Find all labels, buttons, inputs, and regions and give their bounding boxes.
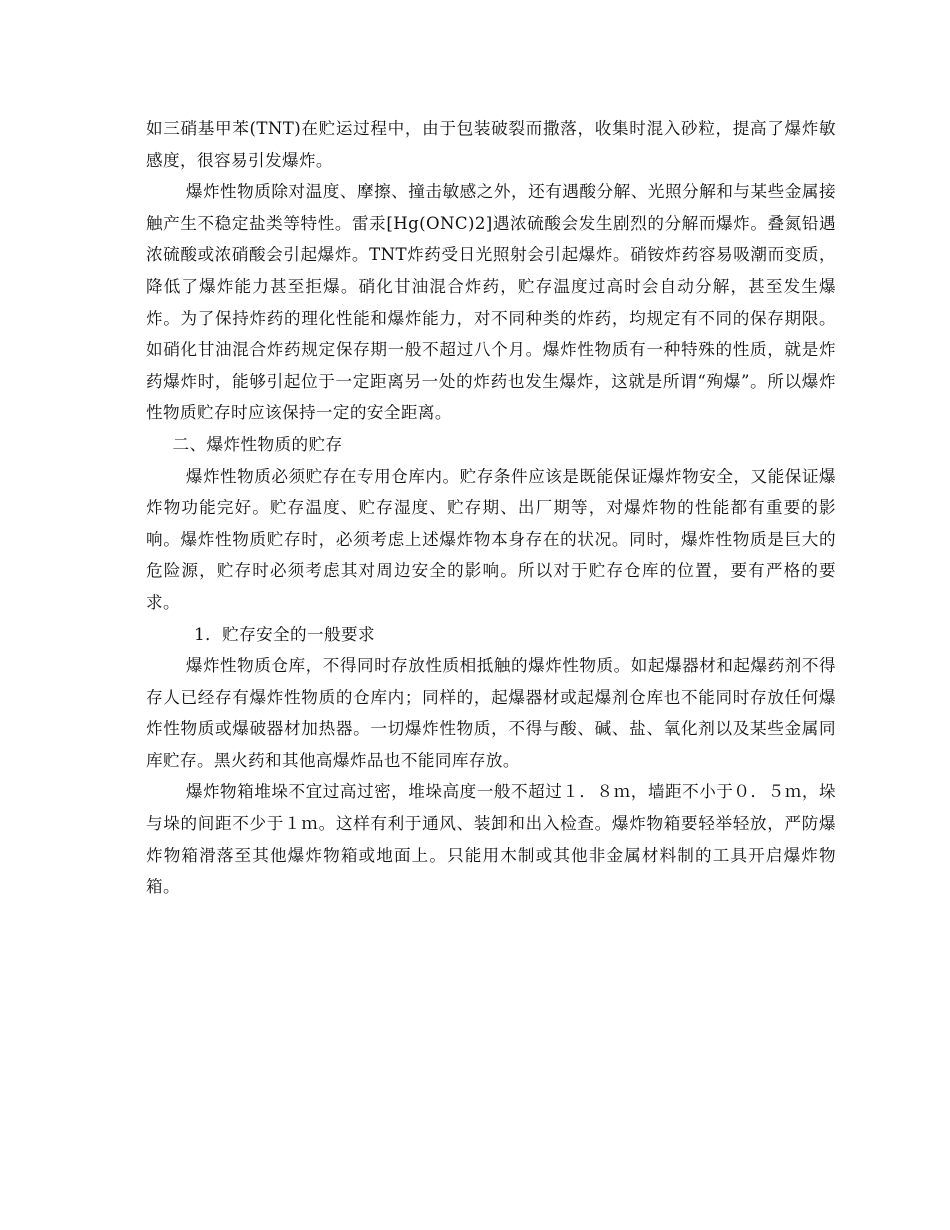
paragraph-stacking-rules: 爆炸物箱堆垛不宜过高过密，堆垛高度一般不超过１．８ｍ，墙距不小于０．５ｍ，垛与垛的间距不少于１ｍ。这样有利于通风、装卸和出入检查。爆炸物箱要轻举轻放，严防爆炸物箱滑落至其他爆炸物箱或地面上。只能用木制或其他非金属材料制的工具开启爆炸物箱。 — [146, 782, 836, 897]
paragraph-tnt-continuation: 如三硝基甲苯(TNT)在贮运过程中，由于包装破裂而撒落，收集时混入砂粒，提高了爆炸敏感度，很容易引发爆炸。 — [146, 119, 836, 170]
paragraph-warehouse-rules: 爆炸性物质仓库，不得同时存放性质相抵触的爆炸性物质。如起爆器材和起爆药剂不得存人已经存有爆炸性物质的仓库内；同样的，起爆器材或起爆剂仓库也不能同时存放任何爆炸性物质或爆破器材加热器。一切爆炸性物质，不得与酸、碱、盐、氧化剂以及某些金属同库贮存。黑火药和其他高爆炸品也不能同库存放。 — [146, 656, 836, 770]
subsection-heading-general-requirements: 1．贮存安全的一般要求 — [194, 624, 376, 644]
document-body — [146, 113, 836, 903]
paragraph-storage-intro: 爆炸性物质必须贮存在专用仓库内。贮存条件应该是既能保证爆炸物安全，又能保证爆炸物功能完好。贮存温度、贮存湿度、贮存期、出厂期等，对爆炸物的性能都有重要的影响。爆炸性物质贮存时，必须考虑上述爆炸物本身存在的状况。同时，爆炸性物质是巨大的危险源，贮存时必须考虑其对周边安全的影响。所以对于贮存仓库的位置，要有严格的要求。 — [146, 466, 836, 612]
paragraph-explosive-properties: 爆炸性物质除对温度、摩擦、撞击敏感之外，还有遇酸分解、光照分解和与某些金属接触产生不稳定盐类等特性。雷汞[Hg(ONC)2]遇浓硫酸会发生剧烈的分解而爆炸。叠氮铅遇浓硫酸或浓硝酸会引起爆炸。TNT炸药受日光照射会引起爆炸。硝铵炸药容易吸潮而变质，降低了爆炸能力甚至拒爆。硝化甘油混合炸药，贮存温度过高时会自动分解，甚至发生爆炸。为了保持炸药的理化性能和爆炸能力，对不同种类的炸药，均规定有不同的保存期限。如硝化甘油混合炸药规定保存期一般不超过八个月。爆炸性物质有一种特殊的性质，就是炸药爆炸时，能够引起位于一定距离另一处的炸药也发生爆炸，这就是所谓“殉爆”。所以爆炸性物质贮存时应该保持一定的安全距离。 — [146, 182, 836, 423]
section-heading-storage: 二、爆炸性物质的贮存 — [172, 434, 343, 454]
